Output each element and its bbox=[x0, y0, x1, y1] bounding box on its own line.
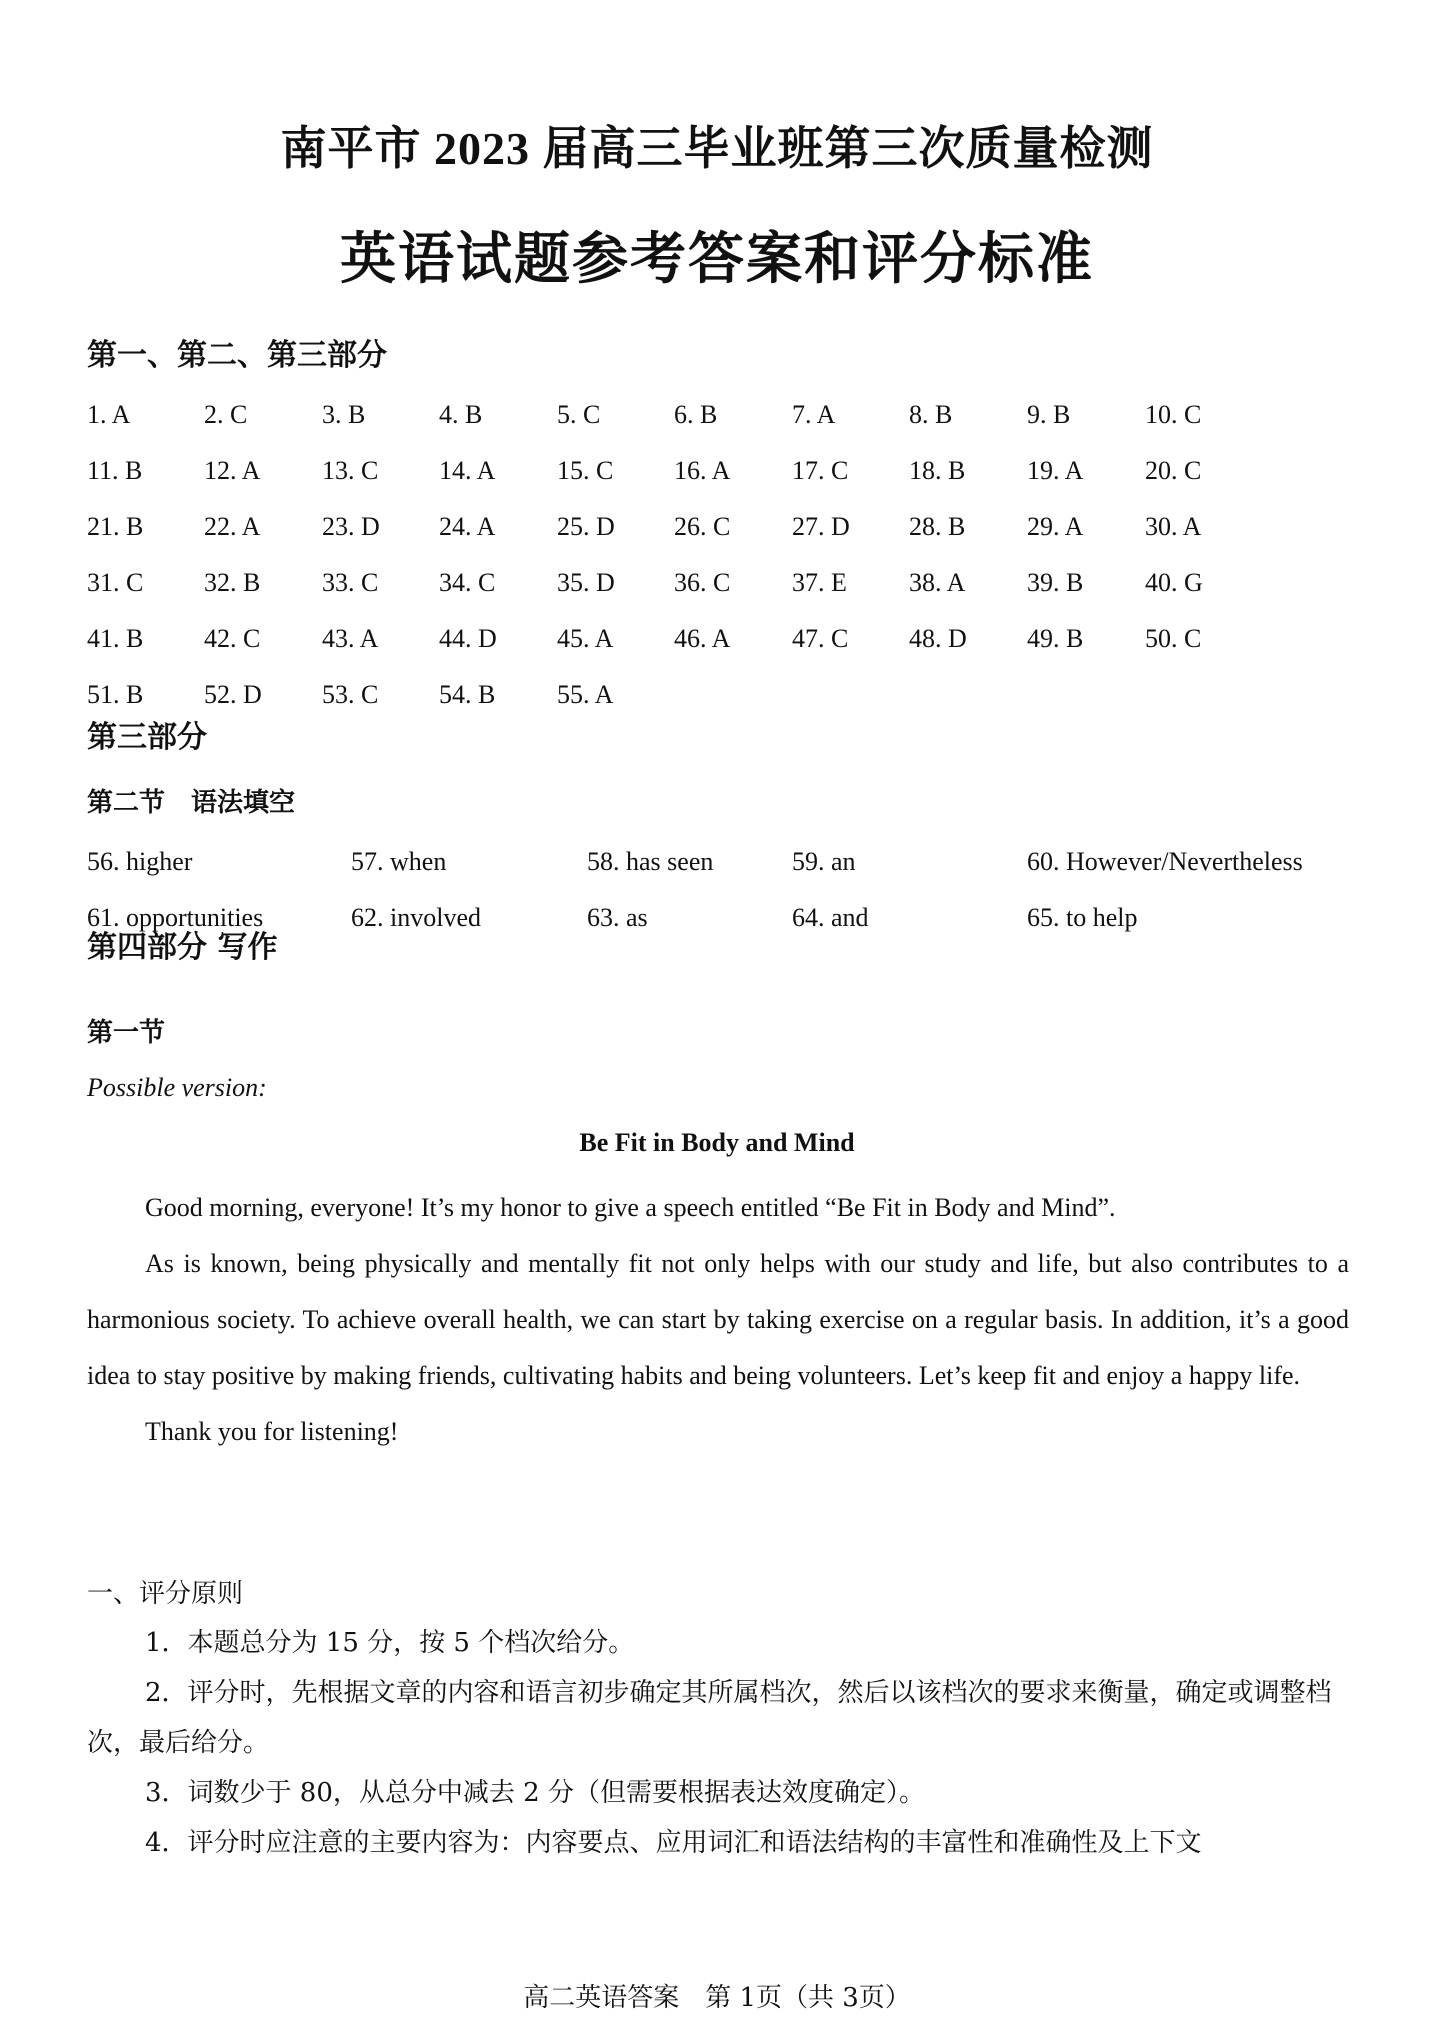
answer-item: 54. B bbox=[439, 680, 496, 709]
answer-item: 24. A bbox=[439, 512, 496, 541]
grammar-answer-item: 58. has seen bbox=[587, 847, 714, 876]
grammar-answer-item: 64. and bbox=[792, 903, 869, 932]
answer-item: 46. A bbox=[674, 624, 731, 653]
answer-item: 6. B bbox=[674, 400, 718, 429]
answer-item: 13. C bbox=[322, 456, 379, 485]
answer-item: 18. B bbox=[909, 456, 966, 485]
grammar-answer-row bbox=[87, 903, 1387, 959]
grammar-answer-item: 56. higher bbox=[87, 847, 193, 876]
answer-item: 11. B bbox=[87, 456, 143, 485]
answer-item: 1. A bbox=[87, 400, 131, 429]
answer-item: 47. C bbox=[792, 624, 849, 653]
answer-item: 25. D bbox=[557, 512, 615, 541]
answer-item: 53. C bbox=[322, 680, 379, 709]
answer-item: 44. D bbox=[439, 624, 497, 653]
answer-item: 39. B bbox=[1027, 568, 1084, 597]
answer-item: 12. A bbox=[204, 456, 261, 485]
answer-item: 20. C bbox=[1145, 456, 1202, 485]
answer-item: 19. A bbox=[1027, 456, 1084, 485]
answer-item: 42. C bbox=[204, 624, 261, 653]
answer-item: 5. C bbox=[557, 400, 601, 429]
answer-item: 9. B bbox=[1027, 400, 1071, 429]
answer-item: 34. C bbox=[439, 568, 496, 597]
possible-version-label: Possible version: bbox=[87, 1073, 267, 1102]
answer-item: 8. B bbox=[909, 400, 953, 429]
grammar-answer-item: 59. an bbox=[792, 847, 856, 876]
answer-item: 49. B bbox=[1027, 624, 1084, 653]
answer-item: 30. A bbox=[1145, 512, 1202, 541]
answer-item: 2. C bbox=[204, 400, 248, 429]
scoring-rule: 4．评分时应注意的主要内容为：内容要点、应用词汇和语法结构的丰富性和准确性及上下文 bbox=[145, 1828, 1202, 1858]
answer-item: 36. C bbox=[674, 568, 731, 597]
answer-item: 41. B bbox=[87, 624, 144, 653]
scoring-rule: 1．本题总分为 15 分，按 5 个档次给分。 bbox=[145, 1628, 635, 1658]
page-title: 南平市 2023 届高三毕业班第三次质量检测 bbox=[280, 123, 1154, 174]
scoring-principles-title: 一、评分原则 bbox=[87, 1579, 244, 1609]
grammar-answer-item: 62. involved bbox=[351, 903, 481, 932]
part4-heading: 第四部分 写作 bbox=[87, 930, 278, 965]
essay-title: Be Fit in Body and Mind bbox=[579, 1128, 855, 1157]
answer-item: 27. D bbox=[792, 512, 850, 541]
grammar-answer-item: 65. to help bbox=[1027, 903, 1138, 932]
answer-item: 35. D bbox=[557, 568, 615, 597]
answer-item: 40. G bbox=[1145, 568, 1203, 597]
essay-paragraph: As is known, being physically and mentally fit not only helps with our study and life, but also contributes to a harmonious society. To achieve overall health, we can start by taking exercise on a regular basis. In addition, it’s a good idea to stay positive by making friends, cultivating habits and being volunteers. Let’s keep fit and enjoy a happy life. bbox=[87, 1249, 1349, 1390]
answer-item: 32. B bbox=[204, 568, 261, 597]
answer-item: 22. A bbox=[204, 512, 261, 541]
answer-item: 7. A bbox=[792, 400, 836, 429]
scoring-rules bbox=[87, 1618, 1349, 1868]
answer-item: 21. B bbox=[87, 512, 144, 541]
answer-item: 48. D bbox=[909, 624, 967, 653]
answer-item: 23. D bbox=[322, 512, 380, 541]
answer-item: 17. C bbox=[792, 456, 849, 485]
answer-item: 4. B bbox=[439, 400, 483, 429]
answer-item: 55. A bbox=[557, 680, 614, 709]
part123-heading: 第一、第二、第三部分 bbox=[87, 338, 387, 373]
answer-item: 10. C bbox=[1145, 400, 1202, 429]
answer-item: 28. B bbox=[909, 512, 966, 541]
writing-section-heading: 第一节 bbox=[87, 1018, 166, 1048]
answer-item: 3. B bbox=[322, 400, 366, 429]
grammar-answer-item: 60. However/Nevertheless bbox=[1027, 847, 1303, 876]
answer-item: 15. C bbox=[557, 456, 614, 485]
grammar-answer-item: 57. when bbox=[351, 847, 447, 876]
answer-item: 16. A bbox=[674, 456, 731, 485]
grammar-answer-item: 61. opportunities bbox=[87, 903, 264, 932]
answer-item: 45. A bbox=[557, 624, 614, 653]
answer-item: 43. A bbox=[322, 624, 379, 653]
page-subtitle: 英语试题参考答案和评分标准 bbox=[340, 227, 1094, 292]
scoring-rule: 2．评分时，先根据文章的内容和语言初步确定其所属档次，然后以该档次的要求来衡量，确定或调整档次，最后给分。 bbox=[87, 1678, 1332, 1758]
grammar-section-heading: 第二节 语法填空 bbox=[87, 788, 296, 818]
essay-paragraph: Thank you for listening! bbox=[145, 1417, 399, 1446]
grammar-answer-row bbox=[87, 847, 1387, 903]
answer-item: 14. A bbox=[439, 456, 496, 485]
answer-item: 26. C bbox=[674, 512, 731, 541]
essay-paragraph: Good morning, everyone! It’s my honor to give a speech entitled “Be Fit in Body and Mind”. bbox=[145, 1193, 1116, 1222]
answer-item: 31. C bbox=[87, 568, 144, 597]
answer-item: 52. D bbox=[204, 680, 262, 709]
answer-item: 38. A bbox=[909, 568, 966, 597]
answer-item: 29. A bbox=[1027, 512, 1084, 541]
page-footer: 高二英语答案 第 1页（共 3页） bbox=[523, 1983, 911, 2013]
grammar-answer-grid bbox=[87, 847, 1387, 959]
scoring-rule: 3．词数少于 80，从总分中减去 2 分（但需要根据表达效度确定）。 bbox=[145, 1778, 925, 1808]
answer-item: 37. E bbox=[792, 568, 847, 597]
answer-item: 50. C bbox=[1145, 624, 1202, 653]
answer-item: 33. C bbox=[322, 568, 379, 597]
part3-heading: 第三部分 bbox=[87, 720, 207, 755]
grammar-answer-item: 63. as bbox=[587, 903, 648, 932]
essay-body bbox=[87, 1180, 1349, 1460]
answer-item: 51. B bbox=[87, 680, 144, 709]
